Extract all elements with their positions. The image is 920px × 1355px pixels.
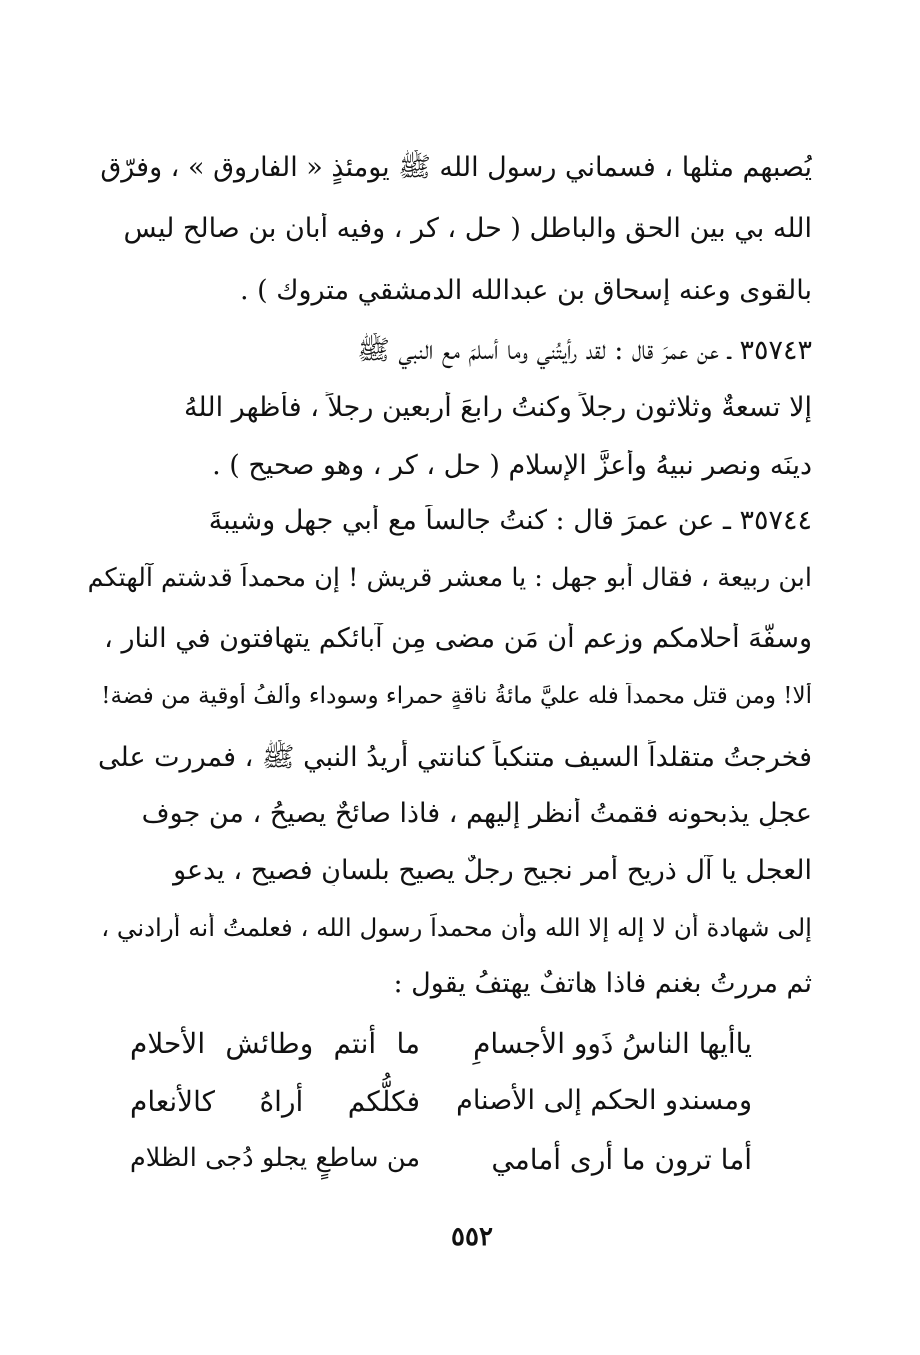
text-line: عجلٍ يذبحونه فقمتُ أنظر إليهم ، فاذا صائحٌ يصيحُ ، من جوف: [141, 798, 812, 829]
text-line: إلى شهادة أن لا إله إلا الله وأن محمداً رسول الله ، فعلمتُ أنه أرادني ،: [101, 913, 812, 942]
poem-verse-second-hemistich: فكلُّكم أراهُ كالأنعام: [130, 1085, 420, 1118]
text-line: يُصبهم مثلها ، فسماني رسول الله ﷺ يومئذٍ « الفاروق » ، وفرّق: [100, 152, 812, 183]
hadith-35744-line: ٣٥٧٤٤ ـ عن عمرَ قال : كنتُ جالساً مع أبي جهل وشيبةَ: [208, 505, 812, 536]
text-line: إلا تسعةٌ وثلاثون رجلاً وكنتُ رابعَ أربعين رجلاً ، فأظهر اللهُ: [183, 392, 812, 423]
poem-verse-second-hemistich: ما أنتم وطائش الأحلام: [130, 1027, 420, 1060]
text-line: الله بي بين الحق والباطل ( حل ، كر ، وفيه أبان بن صالح ليس: [123, 213, 812, 244]
poem-verse-first-hemistich: ياأيها الناسُ ذَوو الأجسامِ: [473, 1027, 752, 1060]
text-line: ابن ربيعة ، فقال أبو جهل : يا معشر قريش ! إن محمداً قدشتم آلهتكم: [88, 563, 812, 593]
page-number: ٥٥٢: [451, 1222, 493, 1252]
hadith-35743-line: ٣٥٧٤٣ ـ عن عمرَ قال : لقد رأيتُني وما أسلمَ مع النبي ﷺ: [357, 335, 812, 366]
poem-verse-first-hemistich: ومسندو الحكم إلى الأصنام: [456, 1085, 752, 1116]
text-line: دينَه ونصر نبيهُ وأعزَّ الإسلام ( حل ، كر ، وهو صحيح ) .: [212, 450, 812, 481]
text-line: فخرجتُ متقلداً السيف متنكباً كنانتي أريدُ النبي ﷺ ، فمررت على: [98, 742, 812, 773]
text-line: وسفَّهَ أحلامكم وزعم أن مَن مضى مِن آبائكم يتهافتون في النار ،: [104, 623, 812, 654]
text-line: العجل يا آل ذريح أمر نجيح رجلٌ يصيح بلسانٍ فصيحٍ ، يدعو: [173, 855, 812, 886]
poem-verse-first-hemistich: أما ترون ما أرى أمامي: [491, 1143, 752, 1176]
text-line: ثم مررتُ بغنمٍ فاذا هاتفٌ يهتفُ يقول :: [393, 968, 812, 999]
text-line: بالقوى وعنه إسحاق بن عبدالله الدمشقي متروك ) .: [239, 275, 812, 306]
text-line: ألا! ومن قتل محمداً فله عليَّ مائةُ ناقةٍ حمراء وسوداء وألفُ أوقية من فضة!: [101, 683, 812, 709]
poem-verse-second-hemistich: من ساطعٍ يجلو دُجى الظلام: [130, 1143, 420, 1173]
